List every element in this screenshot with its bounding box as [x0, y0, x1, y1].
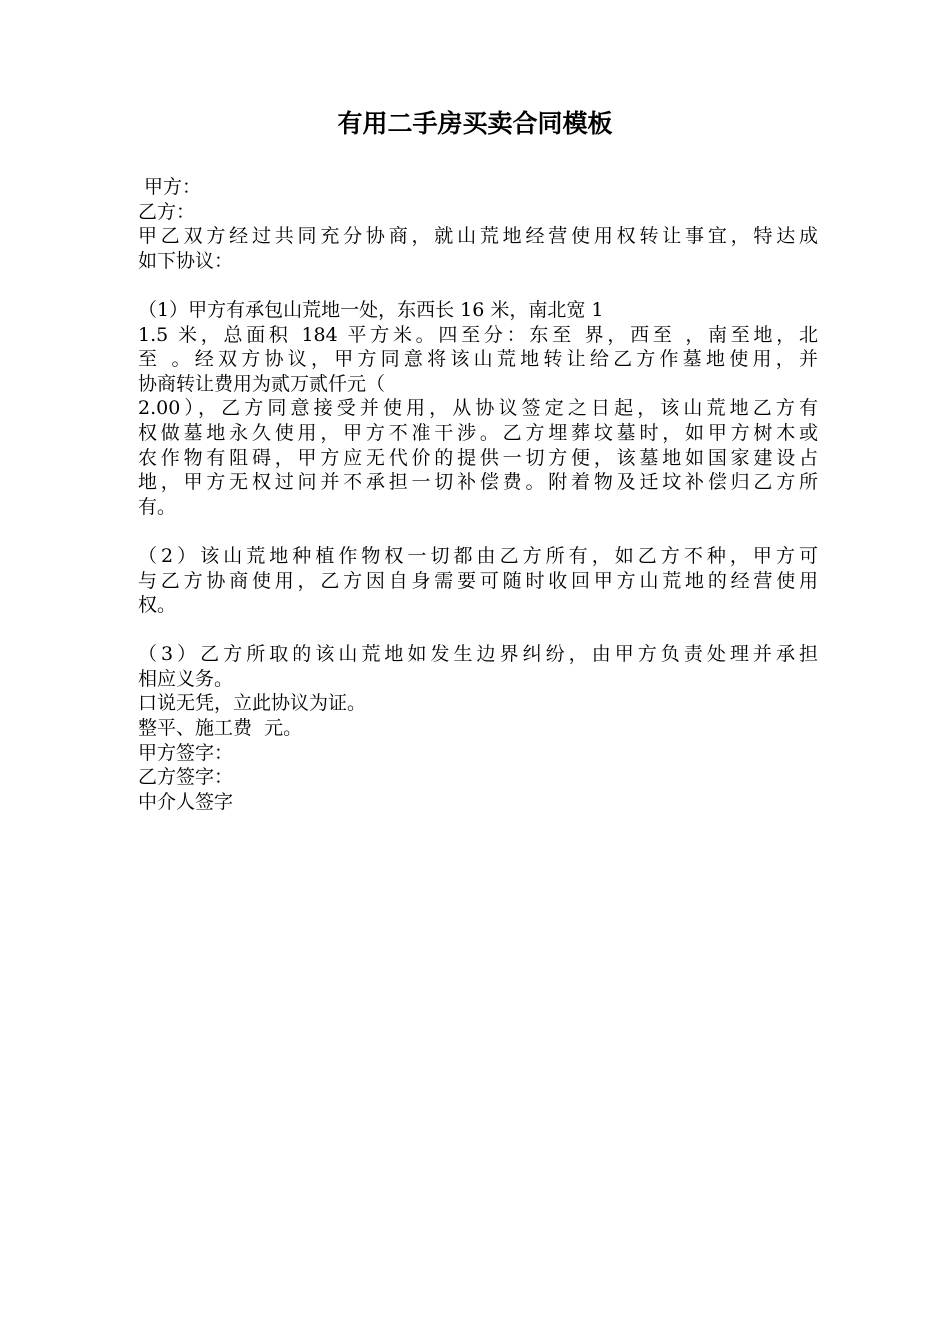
blank-line — [138, 618, 818, 643]
clause-1-line-3: 至 。经双方协议，甲方同意将该山荒地转让给乙方作墓地使用，并 — [138, 348, 818, 371]
clause-1-line-2: 1.5 米，总面积 184 平方米。四至分：东至 界，西至 ，南至地，北 — [138, 323, 818, 346]
clause-1-line-6: 权做墓地永久使用，甲方不准干涉。乙方埋葬坟墓时，如甲方树木或 — [138, 421, 818, 444]
clause-1-line-9: 有。 — [138, 495, 177, 518]
agent-signature: 中介人签字 — [138, 790, 234, 813]
clause-1-line-7: 农作物有阻碍，甲方应无代价的提供一切方便，该墓地如国家建设占 — [138, 446, 818, 469]
party-b-signature: 乙方签字： — [138, 766, 234, 789]
intro-line-1: 甲乙双方经过共同充分协商，就山荒地经营使用权转让事宜，特达成 — [138, 225, 818, 248]
clause-2-line-2: 与乙方协商使用，乙方因自身需要可随时收回甲方山荒地的经营使用 — [138, 569, 818, 592]
clause-2-line-1: （2）该山荒地种植作物权一切都由乙方所有，如乙方不种，甲方可 — [138, 544, 818, 567]
document-body — [138, 175, 818, 814]
clause-2-line-3: 权。 — [138, 594, 177, 617]
intro-line-2: 如下协议： — [138, 249, 234, 272]
party-a-signature: 甲方签字： — [138, 741, 234, 764]
party-a-line: 甲方： — [138, 176, 202, 198]
clause-3-line-1: （3）乙方所取的该山荒地如发生边界纠纷，由甲方负责处理并承担 — [138, 643, 818, 666]
oral-statement: 口说无凭，立此协议为证。 — [138, 692, 367, 715]
blank-line — [138, 519, 818, 544]
clause-3-line-2: 相应义务。 — [138, 667, 234, 690]
clause-1-line-5: 2.00），乙方同意接受并使用，从协议签定之日起，该山荒地乙方有 — [138, 397, 818, 420]
clause-1-line-1: （1）甲方有承包山荒地一处，东西长 16 米，南北宽 1 — [138, 298, 604, 321]
clause-1-line-8: 地，甲方无权过问并不承担一切补偿费。附着物及迁坟补偿归乙方所 — [138, 471, 818, 494]
party-b-line: 乙方： — [138, 200, 196, 223]
fee-line: 整平、施工费 元。 — [138, 717, 303, 740]
blank-line — [138, 273, 818, 298]
clause-1-line-4: 协商转让费用为贰万贰仟元（ — [138, 372, 386, 395]
document-title: 有用二手房买卖合同模板 — [337, 109, 613, 138]
